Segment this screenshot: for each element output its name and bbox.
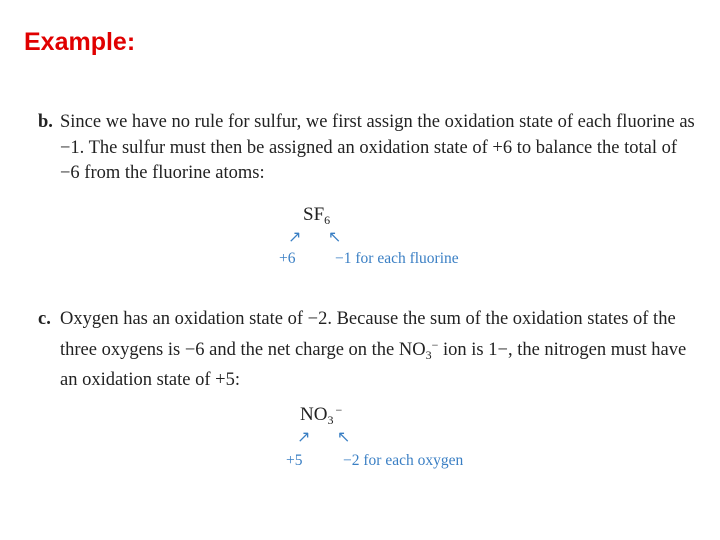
oxygen-arrow-icon: ↖ <box>337 427 351 446</box>
part-c-line-1-text: Oxygen has an oxidation state of −2. Because the sum of the oxidation states of the <box>60 309 676 329</box>
sulfur-arrow-icon: ↗ <box>288 227 302 246</box>
nitrogen-oxidation-value: +5 <box>286 452 303 469</box>
part-b-line-1 <box>38 110 708 136</box>
nitrate-inline-subscript: 3 <box>425 347 432 362</box>
part-c-line-1 <box>38 307 720 333</box>
nitrate-inline-formula <box>398 337 439 362</box>
part-c-paragraph <box>38 307 720 394</box>
part-c-label: c. <box>38 309 51 329</box>
nitrate-formula <box>300 403 342 428</box>
nitrate-formula-charge: − <box>335 403 343 417</box>
part-c-line-2 <box>38 333 720 369</box>
part-b-label: b. <box>38 112 53 132</box>
part-b-line-3: −6 from the fluorine atoms: <box>60 163 265 183</box>
part-b-paragraph <box>38 110 708 187</box>
nitrate-inline-main: NO <box>398 339 426 360</box>
part-b-line-1-text: Since we have no rule for sulfur, we first assign the oxidation state of each fluorine as <box>60 112 695 132</box>
part-c-line-3: an oxidation state of +5: <box>60 370 240 390</box>
nitrate-formula-subscript: 3 <box>327 413 334 427</box>
sulfur-oxidation-value: +6 <box>279 250 296 267</box>
fluorine-arrow-icon: ↖ <box>328 227 342 246</box>
fluorine-oxidation-value: −1 for each fluorine <box>335 250 459 267</box>
nitrate-formula-main: NO <box>300 404 328 425</box>
part-c-line-2-after: ion is 1−, the nitrogen must have <box>438 339 687 360</box>
nitrate-inline-charge: − <box>431 337 439 352</box>
oxygen-oxidation-value: −2 for each oxygen <box>343 452 464 469</box>
sf6-formula-main: SF <box>303 204 325 225</box>
sf6-formula-subscript: 6 <box>324 213 331 227</box>
slide-title: Example: <box>24 28 136 56</box>
part-b-line-2: −1. The sulfur must then be assigned an oxidation state of +6 to balance the total of <box>60 137 678 158</box>
sf6-formula <box>303 204 330 228</box>
nitrogen-arrow-icon: ↗ <box>297 427 311 446</box>
part-c-line-2-before: three oxygens is −6 and the net charge on the <box>60 339 399 360</box>
